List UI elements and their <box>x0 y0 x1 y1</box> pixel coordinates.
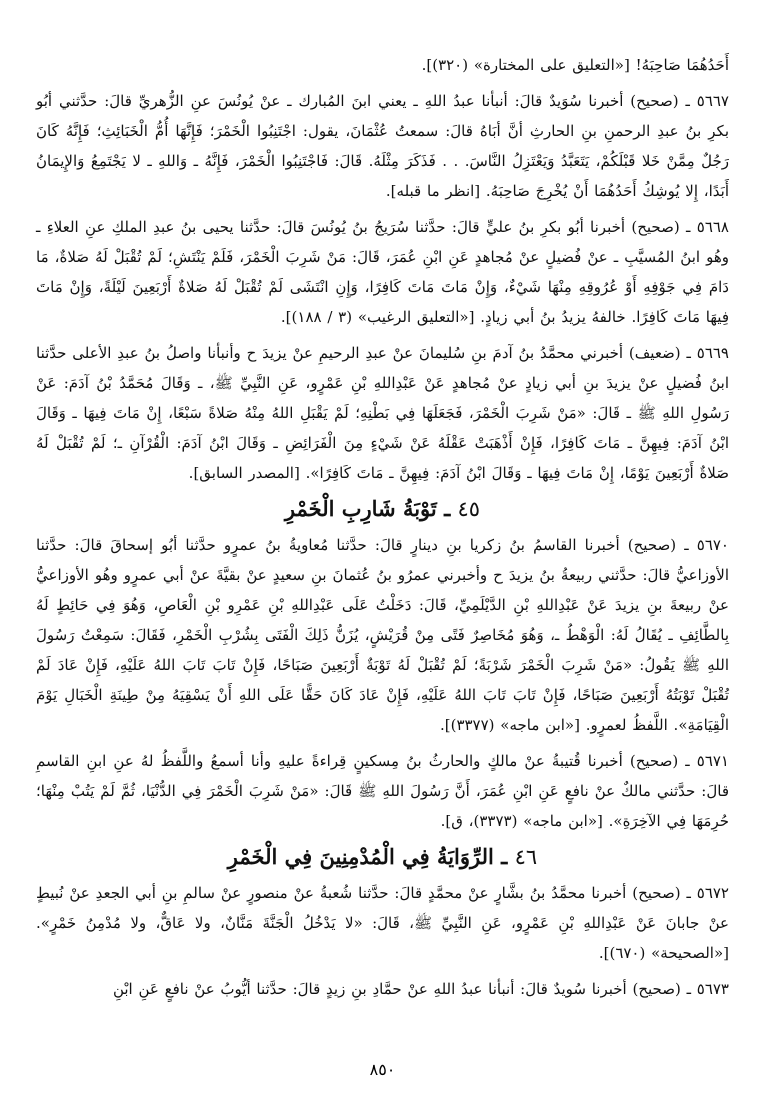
hadith-5672: ٥٦٧٢ ـ (صحيح) أخبرنا محمَّدُ بنُ بشَّارٍ عنْ محمَّدٍ قالَ: حدَّثنا شُعبةُ عنْ منصورٍ عنْ سالمِ بنِ أبي الجعدِ عنْ نُبيطٍ عنْ جابانَ عَنْ عَبْدِاللهِ بْنِ عَمْرٍو، عَنِ النَّبِيِّ ﷺ، قَالَ: «لا يَدْخُلُ الْجَنَّةَ مَنَّانٌ، ولا عَاقٌّ، ولا مُدْمِنُ خَمْرٍ». [«الصحيحة» (٦٧٠)]. <box>36 884 729 962</box>
paragraph-continuation: أَحَدُهُمَا صَاحِبَهُ! [«التعليق على المختارة» (٣٢٠)]. <box>421 56 729 74</box>
chapter-number: ٤٦ <box>514 845 538 869</box>
hadith-5667: ٥٦٦٧ ـ (صحيح) أخبرنا سُوَيدٌ قالَ: أنبأنا عبدُ اللهِ ـ يعني ابنَ المُبارك ـ عنْ يُونُسَ عنِ الزُّهريِّ قالَ: حدَّثني أبُو بكرِ بنُ عبدِ الرحمنِ بنِ الحارثِ أنَّ أبَاهُ قالَ: سمعتُ عُثْمَانَ، يقول: اجْتَنِبُوا الْخَمْرَ؛ فَإِنَّهَا أُمُّ الْخَبَائِثِ؛ فَإِنَّهُ كَانَ رَجُلٌ مِمَّنْ خَلا قَبْلَكُمْ، يَتَعَبَّدُ وَيَعْتَزِلُ النَّاسَ. . . فَذَكَرَ مِثْلَهُ. قَالَ: فَاجْتَنِبُوا الْخَمْرَ، فَإِنَّهُ ـ وَاللهِ ـ لا يَجْتَمِعُ وَالإِيمَانُ أَبَدًا، إِلا يُوشِكُ أَحَدُهُمَا أَنْ يُخْرِجَ صَاحِبَهُ. [انظر ما قبله]. <box>36 92 729 200</box>
hadith-5670: ٥٦٧٠ ـ (صحيح) أخبرنا القاسمُ بنُ زكريا بنِ دينارٍ قالَ: حدَّثنا مُعاويةُ بنُ عمرٍو حدَّثنا أبُو إسحاقَ قالَ: حدَّثنا الأوزاعيُّ قالَ: حدَّثني ربيعةُ بنُ يزيدَ ح وأخبرني عمرُو بنُ عُثمانَ بنِ سعيدٍ عنْ بقيَّةَ عنْ أبي عمرٍو وهُو الأوزاعيُّ عنْ ربيعةَ بنِ يزيدَ عَنْ عَبْدِاللهِ بْنِ الدَّيْلَمِيِّ، قَالَ: دَخَلْتُ عَلَى عَبْدِاللهِ بْنِ عَمْرِو بْنِ الْعَاصِ، وَهُوَ فِي حَائِطٍ لَهُ بِالطَّائِفِ ـ يُقَالُ لَهُ: الْوَهْطُ ـ، وَهُوَ مُخَاصِرٌ فَتًى مِنْ قُرَيْشٍ، يُزَنُّ ذَلِكَ الْفَتَى بِشُرْبِ الْخَمْرِ، فَقَالَ: سَمِعْتُ رَسُولَ اللهِ ﷺ يَقُولُ: «مَنْ شَرِبَ الْخَمْرَ شَرْبَةً؛ لَمْ تُقْبَلْ لَهُ تَوْبَةٌ أَرْبَعِينَ صَبَاحًا، فَإِنْ تَابَ تَابَ اللهُ عَلَيْهِ، فَإِنْ عَادَ لَمْ تُقْبَلْ تَوْبَتُهُ أَرْبَعِينَ صَبَاحًا، فَإِنْ تَابَ تَابَ اللهُ عَلَيْهِ، فَإِنْ عَادَ كَانَ حَقًّا عَلَى اللهِ أَنْ يَسْقِيَهُ مِنْ طِينَةِ الْخَبَالِ يَوْمَ الْقِيَامَةِ». اللَّفظُ لعمرٍو. [«ابن ماجه» (٣٣٧٧)]. <box>36 536 730 734</box>
hadith-5671: ٥٦٧١ ـ (صحيح) أخبرنا قُتيبةُ عنْ مالكٍ والحارثُ بنُ مِسكينٍ قِراءةً عليهِ وأنا أسمعُ واللَّفظُ لهُ عنِ ابنِ القاسمِ قالَ: حدَّثني مالكٌ عنْ نافعٍ عَنِ ابْنِ عُمَرَ، أَنَّ رَسُولَ اللهِ ﷺ قَالَ: «مَنْ شَرِبَ الْخَمْرَ فِي الدُّنْيَا، ثُمَّ لَمْ يَتُبْ مِنْهَا؛ حُرِمَهَا فِي الآخِرَةِ». [«ابن ماجه» (٣٣٧٣)، ق]. <box>36 752 729 830</box>
page-number: ٨٥٠ <box>369 1060 396 1079</box>
chapter-dash: ـ <box>501 844 508 869</box>
chapter-heading-46 <box>36 842 729 872</box>
hadith-5668: ٥٦٦٨ ـ (صحيح) أخبرنا أبُو بكرِ بنُ عليٍّ قالَ: حدَّثنا سُرَيجُ بنُ يُونُسَ قالَ: حدَّثنا يحيى بنُ عبدِ الملكِ عنِ العلاءِ ـ وهُو ابنُ المُسيَّبِ ـ عنْ فُضيلٍ عنْ مُجاهدٍ عَنِ ابْنِ عُمَرَ، قَالَ: مَنْ شَرِبَ الْخَمْرَ، فَلَمْ يَنْتَشِ؛ لَمْ تُقْبَلْ لَهُ صَلاةٌ، مَا دَامَ فِي جَوْفِهِ أَوْ عُرُوقِهِ مِنْهَا شَيْءٌ، وَإِنْ مَاتَ مَاتَ كَافِرًا، وَإِنِ انْتَشَى لَمْ تُقْبَلْ لَهُ صَلاةٌ أَرْبَعِينَ لَيْلَةً، وَإِنْ مَاتَ فِيهَا مَاتَ كَافِرًا. خالفهُ يزيدُ بنُ أبي زيادٍ. [«التعليق الرغيب» (٣ / ١٨٨)]. <box>36 218 729 326</box>
chapter-heading-45 <box>36 494 729 524</box>
hadith-5669: ٥٦٦٩ ـ (ضعيف) أخبرني محمَّدُ بنُ آدمَ بنِ سُليمانَ عنْ عبدِ الرحيمِ عنْ يزيدَ ح وأنبأنا واصلُ بنُ عبدِ الأعلى حدَّثنا ابنُ فُضيلٍ عنْ يزيدَ بنِ أبي زيادٍ عنْ مُجاهدٍ عَنْ عَبْدِاللهِ بْنِ عَمْرٍو، عَنِ النَّبِيِّ ﷺ، ـ وَقَالَ مُحَمَّدُ بْنُ آدَمَ: عَنْ رَسُولِ اللهِ ﷺ ـ قَالَ: «مَنْ شَرِبَ الْخَمْرَ، فَجَعَلَهَا فِي بَطْنِهِ؛ لَمْ يَقْبَلِ اللهُ مِنْهُ صَلاةً سَبْعًا، إِنْ مَاتَ فِيهَا ـ وَقَالَ ابْنُ آدَمَ: فِيهِنَّ ـ مَاتَ كَافِرًا، فَإِنْ أَذْهَبَتْ عَقْلَهُ عَنْ شَيْءٍ مِنَ الْفَرَائِضِ ـ وَقَالَ ابْنُ آدَمَ: الْقُرْآنِ ـ؛ لَمْ تُقْبَلْ لَهُ صَلاةٌ أَرْبَعِينَ يَوْمًا، إِنْ مَاتَ فِيهَا ـ وَقَالَ ابْنُ آدَمَ: فِيهِنَّ ـ مَاتَ كَافِرًا». [المصدر السابق]. <box>36 344 729 482</box>
chapter-number: ٤٥ <box>457 497 481 521</box>
chapter-title: الرِّوَايَةُ فِي الْمُدْمِنِينَ فِي الْخَمْرِ <box>227 844 494 869</box>
chapter-title: تَوْبَةُ شَارِبِ الْخَمْرِ <box>284 496 437 521</box>
chapter-dash: ـ <box>444 496 451 521</box>
hadith-5673: ٥٦٧٣ ـ (صحيح) أخبرنا سُويدٌ قالَ: أنبأنا عبدُ اللهِ عنْ حمَّادِ بنِ زيدٍ قالَ: حدَّثنا أيُّوبُ عنْ نافعٍ عَنِ ابْنِ <box>112 980 729 998</box>
